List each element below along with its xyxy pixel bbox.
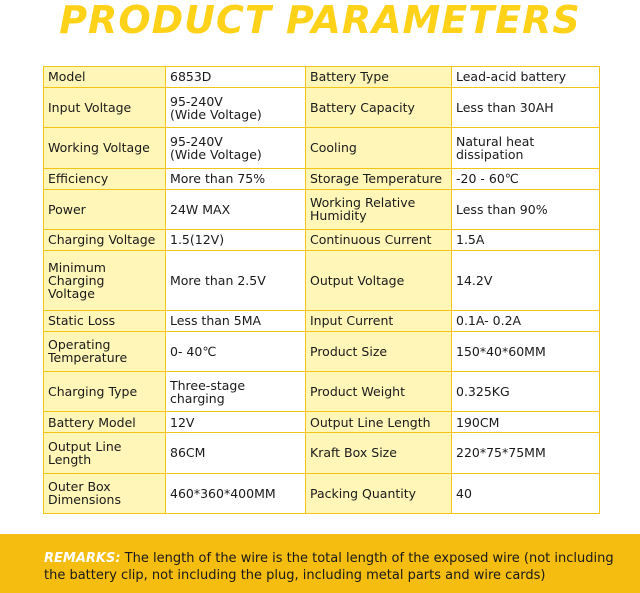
param-label: Continuous Current — [306, 229, 452, 250]
param-label: Product Weight — [306, 371, 452, 411]
param-value: 220*75*75MM — [452, 433, 600, 473]
param-value: 95-240V (Wide Voltage) — [166, 128, 306, 168]
param-value: 40 — [452, 473, 600, 513]
param-value: Less than 90% — [452, 189, 600, 229]
page-title: PRODUCT PARAMETERS — [59, 0, 581, 42]
param-value: 150*40*60MM — [452, 331, 600, 371]
param-label: Battery Capacity — [306, 87, 452, 127]
table-row — [44, 128, 600, 168]
param-label: Static Loss — [44, 310, 166, 331]
param-value: 24W MAX — [166, 189, 306, 229]
param-value: 1.5A — [452, 229, 600, 250]
param-label: Outer Box Dimensions — [44, 473, 166, 513]
param-label: Input Current — [306, 310, 452, 331]
param-value: 12V — [166, 412, 306, 433]
param-value: -20 - 60℃ — [452, 168, 600, 189]
param-label: Input Voltage — [44, 87, 166, 127]
param-label: Cooling — [306, 128, 452, 168]
param-value: Three-stage charging — [166, 371, 306, 411]
param-value: 86CM — [166, 433, 306, 473]
param-label: Efficiency — [44, 168, 166, 189]
table-row — [44, 473, 600, 513]
param-label: Model — [44, 67, 166, 88]
param-value: 0- 40℃ — [166, 331, 306, 371]
param-label: Working Voltage — [44, 128, 166, 168]
param-value: Less than 30AH — [452, 87, 600, 127]
param-label: Output Line Length — [44, 433, 166, 473]
param-label: Storage Temperature — [306, 168, 452, 189]
param-value: 14.2V — [452, 250, 600, 310]
param-label: Minimum Charging Voltage — [44, 250, 166, 310]
table-row — [44, 371, 600, 411]
param-value: 460*360*400MM — [166, 473, 306, 513]
param-label: Power — [44, 189, 166, 229]
param-label: Kraft Box Size — [306, 433, 452, 473]
param-value: 95-240V (Wide Voltage) — [166, 87, 306, 127]
param-label: Operating Temperature — [44, 331, 166, 371]
param-value: Lead-acid battery — [452, 67, 600, 88]
table-row — [44, 310, 600, 331]
param-value: Less than 5MA — [166, 310, 306, 331]
table-row — [44, 433, 600, 473]
table-row — [44, 331, 600, 371]
param-value: 6853D — [166, 67, 306, 88]
param-label: Output Voltage — [306, 250, 452, 310]
param-value: Natural heat dissipation — [452, 128, 600, 168]
remarks-banner — [0, 534, 640, 593]
param-value: 0.325KG — [452, 371, 600, 411]
table-row — [44, 250, 600, 310]
param-label: Charging Voltage — [44, 229, 166, 250]
param-label: Charging Type — [44, 371, 166, 411]
table-row — [44, 87, 600, 127]
param-value: 0.1A- 0.2A — [452, 310, 600, 331]
table-row — [44, 189, 600, 229]
param-label: Battery Model — [44, 412, 166, 433]
table-row — [44, 412, 600, 433]
table-row — [44, 67, 600, 88]
parameters-table-body — [44, 67, 600, 514]
param-value: More than 75% — [166, 168, 306, 189]
remarks-label: REMARKS: — [44, 551, 121, 566]
param-label: Working Relative Humidity — [306, 189, 452, 229]
parameters-table — [43, 66, 600, 514]
param-value: More than 2.5V — [166, 250, 306, 310]
table-row — [44, 168, 600, 189]
param-value: 190CM — [452, 412, 600, 433]
remarks-text: The length of the wire is the total length of the exposed wire (not including the battery clip, not including the plug, including metal parts and wire cards) — [44, 551, 614, 583]
param-value: 1.5(12V) — [166, 229, 306, 250]
param-label: Output Line Length — [306, 412, 452, 433]
table-row — [44, 229, 600, 250]
param-label: Packing Quantity — [306, 473, 452, 513]
param-label: Battery Type — [306, 67, 452, 88]
param-label: Product Size — [306, 331, 452, 371]
